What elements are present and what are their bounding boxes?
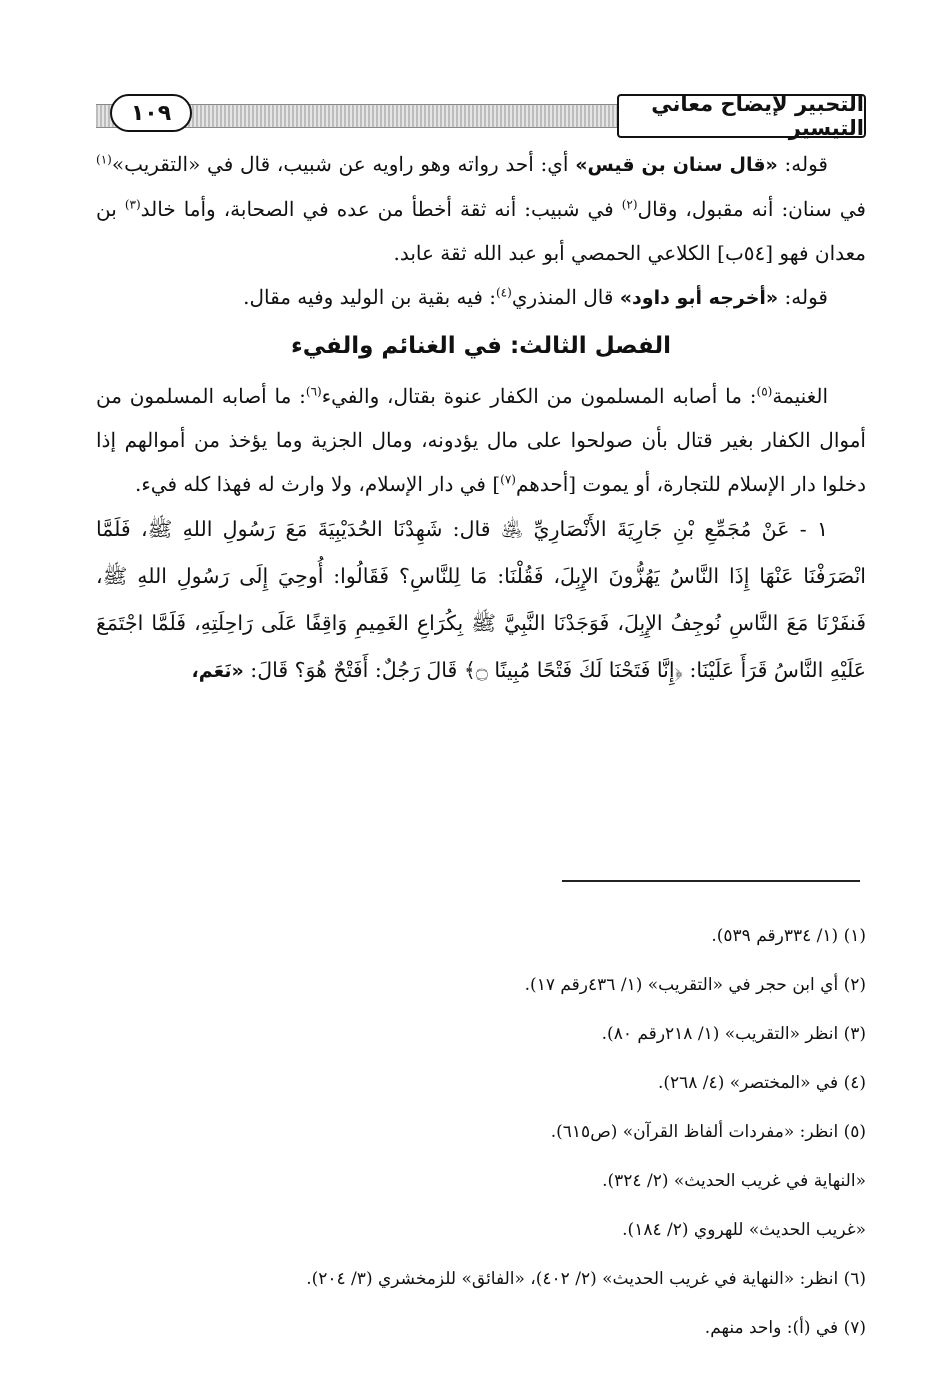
page-number: ١٠٩ (110, 94, 192, 132)
hadith-paragraph (96, 506, 866, 695)
footnote-6: (٦) انظر: «النهاية في غريب الحديث» (٢/ ٤٠٢)، «الفائق» للزمخشري (٣/ ٢٠٤). (306, 1269, 866, 1289)
text-run: في شبيب: أنه ثقة أخطأ من عده في الصحابة، وأما خالد (140, 197, 622, 221)
text-run: أي: أحد رواته وهو راويه عن شبيب، قال في «التقريب» (111, 152, 576, 176)
footnote-ref[interactable]: (٣) (124, 197, 141, 212)
hadith-text: ١ - عَنْ مُجَمِّعِ بْنِ جَارِيَةَ الأَنْصَارِيِّ ﵁ قال: شَهِدْنَا الحُدَيْبِيَةَ مَعَ رَسُولِ اللهِ ﷺ، فَلَمَّا انْصَرَفْنَا عَنْهَا إِذَا النَّاسُ يَهُزُّونَ الإِبِلَ، فَقُلْنَا: مَا لِلنَّاسِ؟ فَقَالُوا: أُوحِيَ إِلَى رَسُولِ اللهِ ﷺ، فَنفَرْنَا مَعَ النَّاسِ نُوجِفُ الإِبِلَ، فَوَجَدْنَا النَّبِيَّ ﷺ بِكُرَاعِ الغَمِيمِ وَاقِفًا عَلَى رَاحِلَتِهِ، فَلَمَّا اجْتَمَعَ عَلَيْهِ النَّاسُ قَرَأَ عَلَيْنَا: ﴿إِنَّا فَتَحْنَا لَكَ فَتْحًا مُبِينًا ۝﴾ قَالَ رَجُلٌ: أَفَتْحٌ هُوَ؟ قَالَ: (96, 517, 866, 682)
footnote-separator (562, 880, 860, 882)
footnote-5c: «غريب الحديث» للهروي (٢/ ١٨٤). (622, 1220, 866, 1240)
footnote-5: (٥) انظر: «مفردات ألفاظ القرآن» (ص٦١٥). (550, 1122, 866, 1142)
book-title: التحبير لإيضاح معاني التيسير (617, 94, 866, 138)
text-run: : ما أصابه المسلمون من الكفار عنوة بقتال، والفيء (321, 384, 757, 408)
text-run: ] في دار الإسلام، ولا وارث له فهذا كله فيء. (135, 472, 501, 496)
footnote-ref[interactable]: (٢) (621, 197, 638, 212)
page-header (96, 94, 866, 140)
footnote-5b: «النهاية في غريب الحديث» (٢/ ٣٢٤). (602, 1171, 866, 1191)
text-run: قوله: (777, 152, 828, 176)
text-run: قوله: (778, 285, 828, 309)
text-run: بن معدان فهو [٥٤ب] الكلاعي الحمصي أبو عبد الله ثقة عابد. (96, 197, 866, 265)
paragraph-sinan (96, 142, 866, 275)
footnote-ref[interactable]: (٥) (756, 384, 773, 399)
text-run: قال المنذري (511, 285, 620, 309)
footnote-ref[interactable]: (٧) (500, 472, 516, 487)
text-run: : ما أصابه المسلمون من أموال الكفار بغير قتال بأن صولحوا على مال يؤدونه، ومال الجزية وما يؤخذ من أموالهم إذا دخلوا دار الإسلام للتجارة، أو يموت [أحدهم (96, 384, 866, 496)
quoted-phrase: «قال سنان بن قيس» (575, 154, 778, 176)
text-run: الغنيمة (772, 384, 828, 408)
paragraph-abudawud (96, 275, 866, 320)
main-text (96, 142, 866, 695)
footnotes (120, 912, 866, 1353)
footnote-1: (١) (١/ ٣٣٤رقم ٥٣٩). (711, 926, 866, 946)
footnote-ref[interactable]: (٤) (495, 285, 512, 300)
footnote-3: (٣) انظر «التقريب» (١/ ٢١٨رقم ٨٠). (601, 1024, 866, 1044)
quoted-phrase: «أخرجه أبو داود» (619, 287, 779, 309)
footnote-7: (٧) في (أ): واحد منهم. (704, 1318, 866, 1338)
text-run: في سنان: أنه مقبول، وقال (637, 197, 866, 221)
hadith-quote: «نَعَم، (191, 660, 244, 682)
section-heading: الفصل الثالث: في الغنائم والفيء (291, 333, 671, 359)
text-run: : فيه بقية بن الوليد وفيه مقال. (243, 285, 496, 309)
footnote-ref[interactable]: (٦) (305, 384, 322, 399)
footnote-4: (٤) في «المختصر» (٤/ ٢٦٨). (657, 1073, 866, 1093)
paragraph-ghanima (96, 374, 866, 506)
footnote-2: (٢) أي ابن حجر في «التقريب» (١/ ٤٣٦رقم ١٧). (524, 975, 866, 995)
footnote-ref[interactable]: (١) (96, 152, 112, 167)
